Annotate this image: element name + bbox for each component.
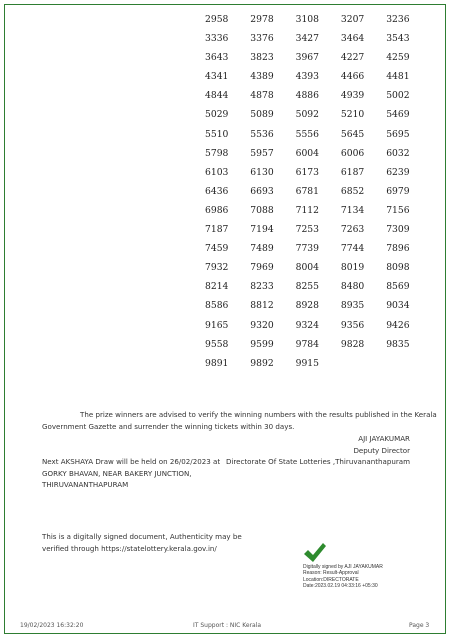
winning-number: 3643 xyxy=(205,52,229,64)
number-row xyxy=(205,90,431,109)
signature-date: Date:2023.02.19 04:33:16 +05:30 xyxy=(303,582,378,589)
winning-number: 7187 xyxy=(205,224,229,236)
winning-number: 7739 xyxy=(295,243,319,255)
winning-number: 7896 xyxy=(386,243,410,255)
winning-number: 8935 xyxy=(340,300,365,312)
winning-number: 7194 xyxy=(250,224,274,236)
winning-number: 8928 xyxy=(295,300,319,312)
winning-number: 9034 xyxy=(386,300,410,312)
number-row xyxy=(205,52,431,71)
winning-number: 7969 xyxy=(250,262,274,274)
number-row xyxy=(205,320,431,339)
winning-number: 6979 xyxy=(386,185,410,197)
winning-number: 5695 xyxy=(386,128,410,140)
number-row xyxy=(205,205,431,224)
number-row xyxy=(205,281,431,300)
winning-number: 8019 xyxy=(340,262,365,274)
winning-number: 4466 xyxy=(340,71,365,83)
footer-timestamp: 19/02/2023 16:32:20 xyxy=(20,622,84,629)
winning-number: 5089 xyxy=(250,109,274,121)
winning-number: 4393 xyxy=(295,71,319,83)
winning-number: 5645 xyxy=(340,128,365,140)
digital-note-line-1: This is a digitally signed document, Authenticity may be xyxy=(42,532,242,541)
winning-number: 2978 xyxy=(250,14,274,25)
winning-number: 7932 xyxy=(205,262,229,274)
winning-number: 5002 xyxy=(386,90,410,102)
number-row xyxy=(205,109,431,128)
signature-location: Location:DIRECTORATE xyxy=(303,576,359,583)
winning-number: 9891 xyxy=(205,357,229,369)
number-row xyxy=(205,300,431,319)
winning-number: 6006 xyxy=(340,147,365,159)
notice-line-1: The prize winners are advised to verify the winning numbers with the results published in the Kerala xyxy=(80,410,437,419)
winning-number: 3376 xyxy=(250,33,274,45)
winning-number: 6130 xyxy=(250,166,274,178)
signature-reason: Reason: Result-Approval xyxy=(303,570,359,577)
winning-number: 4886 xyxy=(295,90,319,102)
next-draw-line-2: GORKY BHAVAN, NEAR BAKERY JUNCTION, xyxy=(42,468,192,478)
notice-line-2: Government Gazette and surrender the winning tickets within 30 days. xyxy=(42,421,295,431)
winning-number: 7156 xyxy=(386,204,410,216)
winning-numbers-grid xyxy=(205,14,431,377)
winning-number: 9320 xyxy=(250,319,274,331)
winning-number: 6781 xyxy=(295,185,319,197)
winning-number: 4389 xyxy=(250,71,274,83)
winning-number: 7744 xyxy=(340,243,365,255)
winning-number: 9828 xyxy=(340,338,365,350)
winning-number: 5469 xyxy=(386,109,410,121)
number-row xyxy=(205,339,431,358)
winning-number: 3427 xyxy=(295,33,319,45)
winning-number: 3207 xyxy=(340,14,365,25)
winning-number: 7489 xyxy=(250,243,274,255)
winning-number: 7088 xyxy=(250,204,274,216)
number-row xyxy=(205,224,431,243)
winning-number: 4259 xyxy=(386,52,410,64)
winning-number: 3236 xyxy=(386,14,410,25)
winning-number: 6032 xyxy=(386,147,410,159)
checkmark-icon xyxy=(303,542,327,564)
winning-number: 6173 xyxy=(295,166,319,178)
winning-number: 9165 xyxy=(205,319,229,331)
winning-number: 6436 xyxy=(205,185,229,197)
winning-number: 5210 xyxy=(340,109,365,121)
winning-number: 4341 xyxy=(205,71,229,83)
winning-number: 3967 xyxy=(295,52,319,64)
signatory-office: Directorate Of State Lotteries ,Thiruvananthapuram xyxy=(225,457,410,466)
winning-number: 9915 xyxy=(295,357,319,369)
winning-number: 9426 xyxy=(386,319,410,331)
number-row xyxy=(205,148,431,167)
winning-number: 6187 xyxy=(340,166,365,178)
number-row xyxy=(205,129,431,148)
winning-number: 5957 xyxy=(250,147,274,159)
winning-number: 6852 xyxy=(340,185,365,197)
winning-number: 9835 xyxy=(386,338,410,350)
winning-number: 7112 xyxy=(295,204,319,216)
winning-number: 5536 xyxy=(250,128,274,140)
winning-number: 8214 xyxy=(205,281,229,293)
digital-signature-note xyxy=(42,531,252,554)
number-row xyxy=(205,262,431,281)
winning-number: 9892 xyxy=(250,357,274,369)
winning-number: 5029 xyxy=(205,109,229,121)
number-row xyxy=(205,167,431,186)
winning-number: 6239 xyxy=(386,166,410,178)
signatory-block xyxy=(226,433,410,468)
winning-number: 9599 xyxy=(250,338,274,350)
winning-number: 5798 xyxy=(205,147,229,159)
signed-by: Digitally signed by AJI JAYAKUMAR xyxy=(303,564,383,570)
winning-number: 7253 xyxy=(295,224,319,236)
winning-number: 9324 xyxy=(295,319,319,331)
winning-number: 7459 xyxy=(205,243,229,255)
winning-number: 8812 xyxy=(250,300,274,312)
number-row xyxy=(205,243,431,262)
winning-number: 8255 xyxy=(295,281,319,293)
winning-number: 3108 xyxy=(295,14,319,25)
number-row xyxy=(205,358,431,377)
winning-number: 8098 xyxy=(386,262,410,274)
winning-number: 3336 xyxy=(205,33,229,45)
number-row xyxy=(205,14,431,33)
winning-number: 7263 xyxy=(340,224,365,236)
number-row xyxy=(205,186,431,205)
winning-number: 6693 xyxy=(250,185,274,197)
winning-number: 4844 xyxy=(205,90,229,102)
footer-page-number: Page 3 xyxy=(409,622,430,629)
winning-number: 4227 xyxy=(340,52,365,64)
winning-number: 4878 xyxy=(250,90,274,102)
winning-number: 4939 xyxy=(340,90,365,102)
next-draw-info xyxy=(42,456,242,491)
next-draw-line-3: THIRUVANANTHAPURAM xyxy=(42,480,129,489)
winning-number: 8233 xyxy=(250,281,274,293)
winning-number: 3823 xyxy=(250,52,274,64)
winning-number: 3464 xyxy=(340,33,365,45)
winning-number: 6004 xyxy=(295,147,319,159)
winning-number: 9784 xyxy=(295,338,319,350)
signatory-designation: Deputy Director xyxy=(353,445,410,455)
number-row xyxy=(205,71,431,90)
winning-number: 7134 xyxy=(340,204,365,216)
winning-number: 4481 xyxy=(386,71,410,83)
winning-number: 6103 xyxy=(205,166,229,178)
winning-number: 3543 xyxy=(386,33,410,45)
winning-number: 5510 xyxy=(205,128,229,140)
winning-number: 5556 xyxy=(295,128,319,140)
winning-number: 7309 xyxy=(386,224,410,236)
number-row xyxy=(205,33,431,52)
winning-number: 8569 xyxy=(386,281,410,293)
next-draw-line-1: Next AKSHAYA Draw will be held on 26/02/2023 at xyxy=(42,457,221,466)
digital-signature-details xyxy=(303,564,383,589)
winning-number: 6986 xyxy=(205,204,229,216)
signatory-name: AJI JAYAKUMAR xyxy=(358,434,410,443)
digital-note-line-2: verified through https://statelottery.kerala.gov.in/ xyxy=(42,543,217,553)
winning-number: 8004 xyxy=(295,262,319,274)
winning-number: 5092 xyxy=(295,109,319,121)
winning-number: 9558 xyxy=(205,338,229,350)
footer-support: IT Support : NIC Kerala xyxy=(193,622,262,629)
winning-number: 8586 xyxy=(205,300,229,312)
winning-number: 8480 xyxy=(340,281,365,293)
winning-number: 9356 xyxy=(340,319,365,331)
winning-number: 2958 xyxy=(205,14,229,25)
prize-notice xyxy=(42,409,437,432)
